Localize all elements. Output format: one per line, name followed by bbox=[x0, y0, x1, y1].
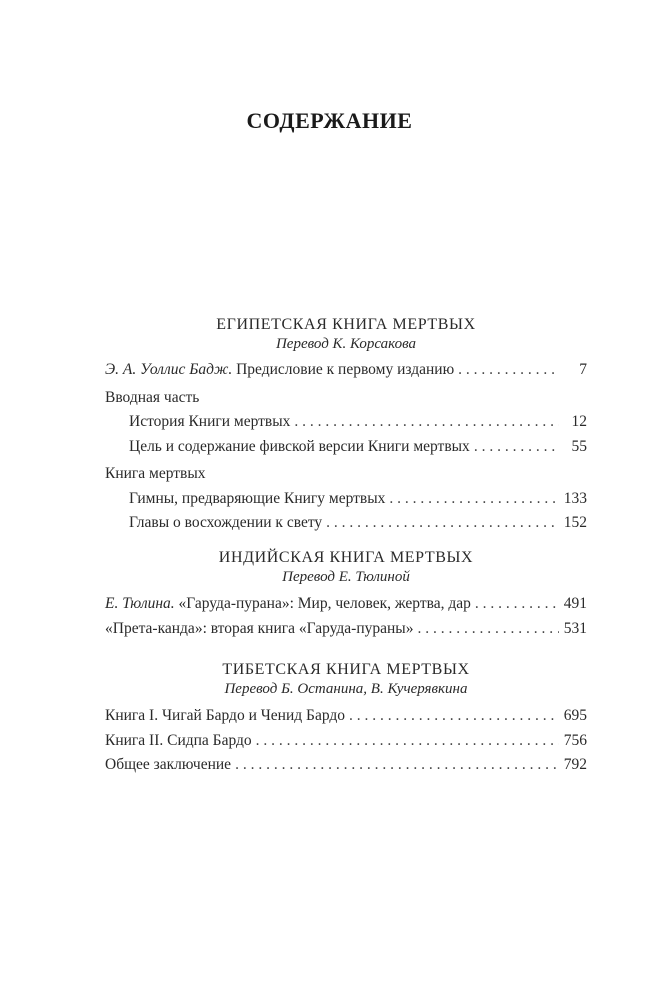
entry-title: «Гаруда-пурана»: Мир, человек, жертва, дар bbox=[174, 595, 471, 612]
entry-page: 695 bbox=[563, 707, 587, 724]
toc-entry[interactable] bbox=[105, 704, 587, 729]
dot-leader bbox=[235, 753, 559, 778]
entry-page: 531 bbox=[563, 619, 587, 637]
entry-page: 133 bbox=[563, 489, 587, 507]
toc-entry[interactable] bbox=[105, 435, 587, 460]
entry-title: Цель и содержание фивской версии Книги мертвых bbox=[129, 437, 470, 455]
entry-title: История Книги мертвых bbox=[129, 413, 291, 430]
toc-entry[interactable] bbox=[105, 358, 587, 383]
toc-entry[interactable] bbox=[105, 511, 587, 536]
toc-entry[interactable] bbox=[105, 753, 587, 778]
entry-title: Общее заключение bbox=[105, 756, 232, 773]
entry-author: Э. А. Уоллис Бадж. bbox=[105, 361, 233, 378]
section-heading: ИНДИЙСКАЯ КНИГА МЕРТВЫХ bbox=[218, 549, 474, 566]
entry-page: 7 bbox=[579, 361, 587, 378]
entry-title: Книга I. Чигай Бардо и Ченид Бардо bbox=[105, 707, 346, 724]
section-translator: Перевод Е. Тюлиной bbox=[282, 569, 410, 585]
entry-title: Книга II. Сидпа Бардо bbox=[105, 731, 252, 749]
entry-page: 792 bbox=[563, 756, 587, 773]
section-heading: ЕГИПЕТСКАЯ КНИГА МЕРТВЫХ bbox=[216, 316, 476, 333]
toc-entry[interactable] bbox=[105, 617, 587, 642]
section-egyptian bbox=[105, 315, 587, 536]
entry-page: 756 bbox=[563, 731, 587, 749]
toc-entry[interactable] bbox=[105, 592, 587, 617]
dot-leader bbox=[417, 617, 559, 642]
toc-entry[interactable] bbox=[105, 410, 587, 435]
group-label: Книга мертвых bbox=[105, 465, 206, 482]
dot-leader bbox=[475, 592, 559, 617]
section-translator: Перевод Б. Останина, В. Кучерявкина bbox=[224, 681, 468, 697]
entry-title: Гимны, предваряющие Книгу мертвых bbox=[129, 489, 386, 507]
entry-page: 152 bbox=[563, 514, 587, 531]
section-translator: Перевод К. Корсакова bbox=[275, 336, 417, 352]
entry-page: 491 bbox=[563, 595, 587, 612]
entry-title: Предисловие к первому изданию bbox=[232, 361, 455, 378]
entry-page: 12 bbox=[571, 413, 587, 430]
section-heading: ТИБЕТСКАЯ КНИГА МЕРТВЫХ bbox=[222, 661, 470, 678]
toc-entry[interactable] bbox=[105, 487, 587, 512]
section-tibetan bbox=[105, 660, 587, 778]
dot-leader bbox=[349, 704, 559, 729]
group-label: Вводная часть bbox=[105, 388, 200, 406]
page-title: СОДЕРЖАНИЕ bbox=[246, 108, 413, 133]
dot-leader bbox=[294, 410, 559, 435]
dot-leader bbox=[458, 358, 559, 383]
entry-author: Е. Тюлина. bbox=[105, 595, 175, 612]
section-indian bbox=[105, 548, 587, 641]
dot-leader bbox=[256, 729, 559, 754]
dot-leader bbox=[326, 511, 559, 536]
dot-leader bbox=[474, 435, 559, 460]
entry-title: Главы о восхождении к свету bbox=[129, 514, 323, 531]
entry-title: «Прета-канда»: вторая книга «Гаруда-пураны» bbox=[105, 619, 414, 637]
dot-leader bbox=[389, 487, 559, 512]
toc-entry[interactable] bbox=[105, 729, 587, 754]
entry-page: 55 bbox=[571, 437, 587, 455]
